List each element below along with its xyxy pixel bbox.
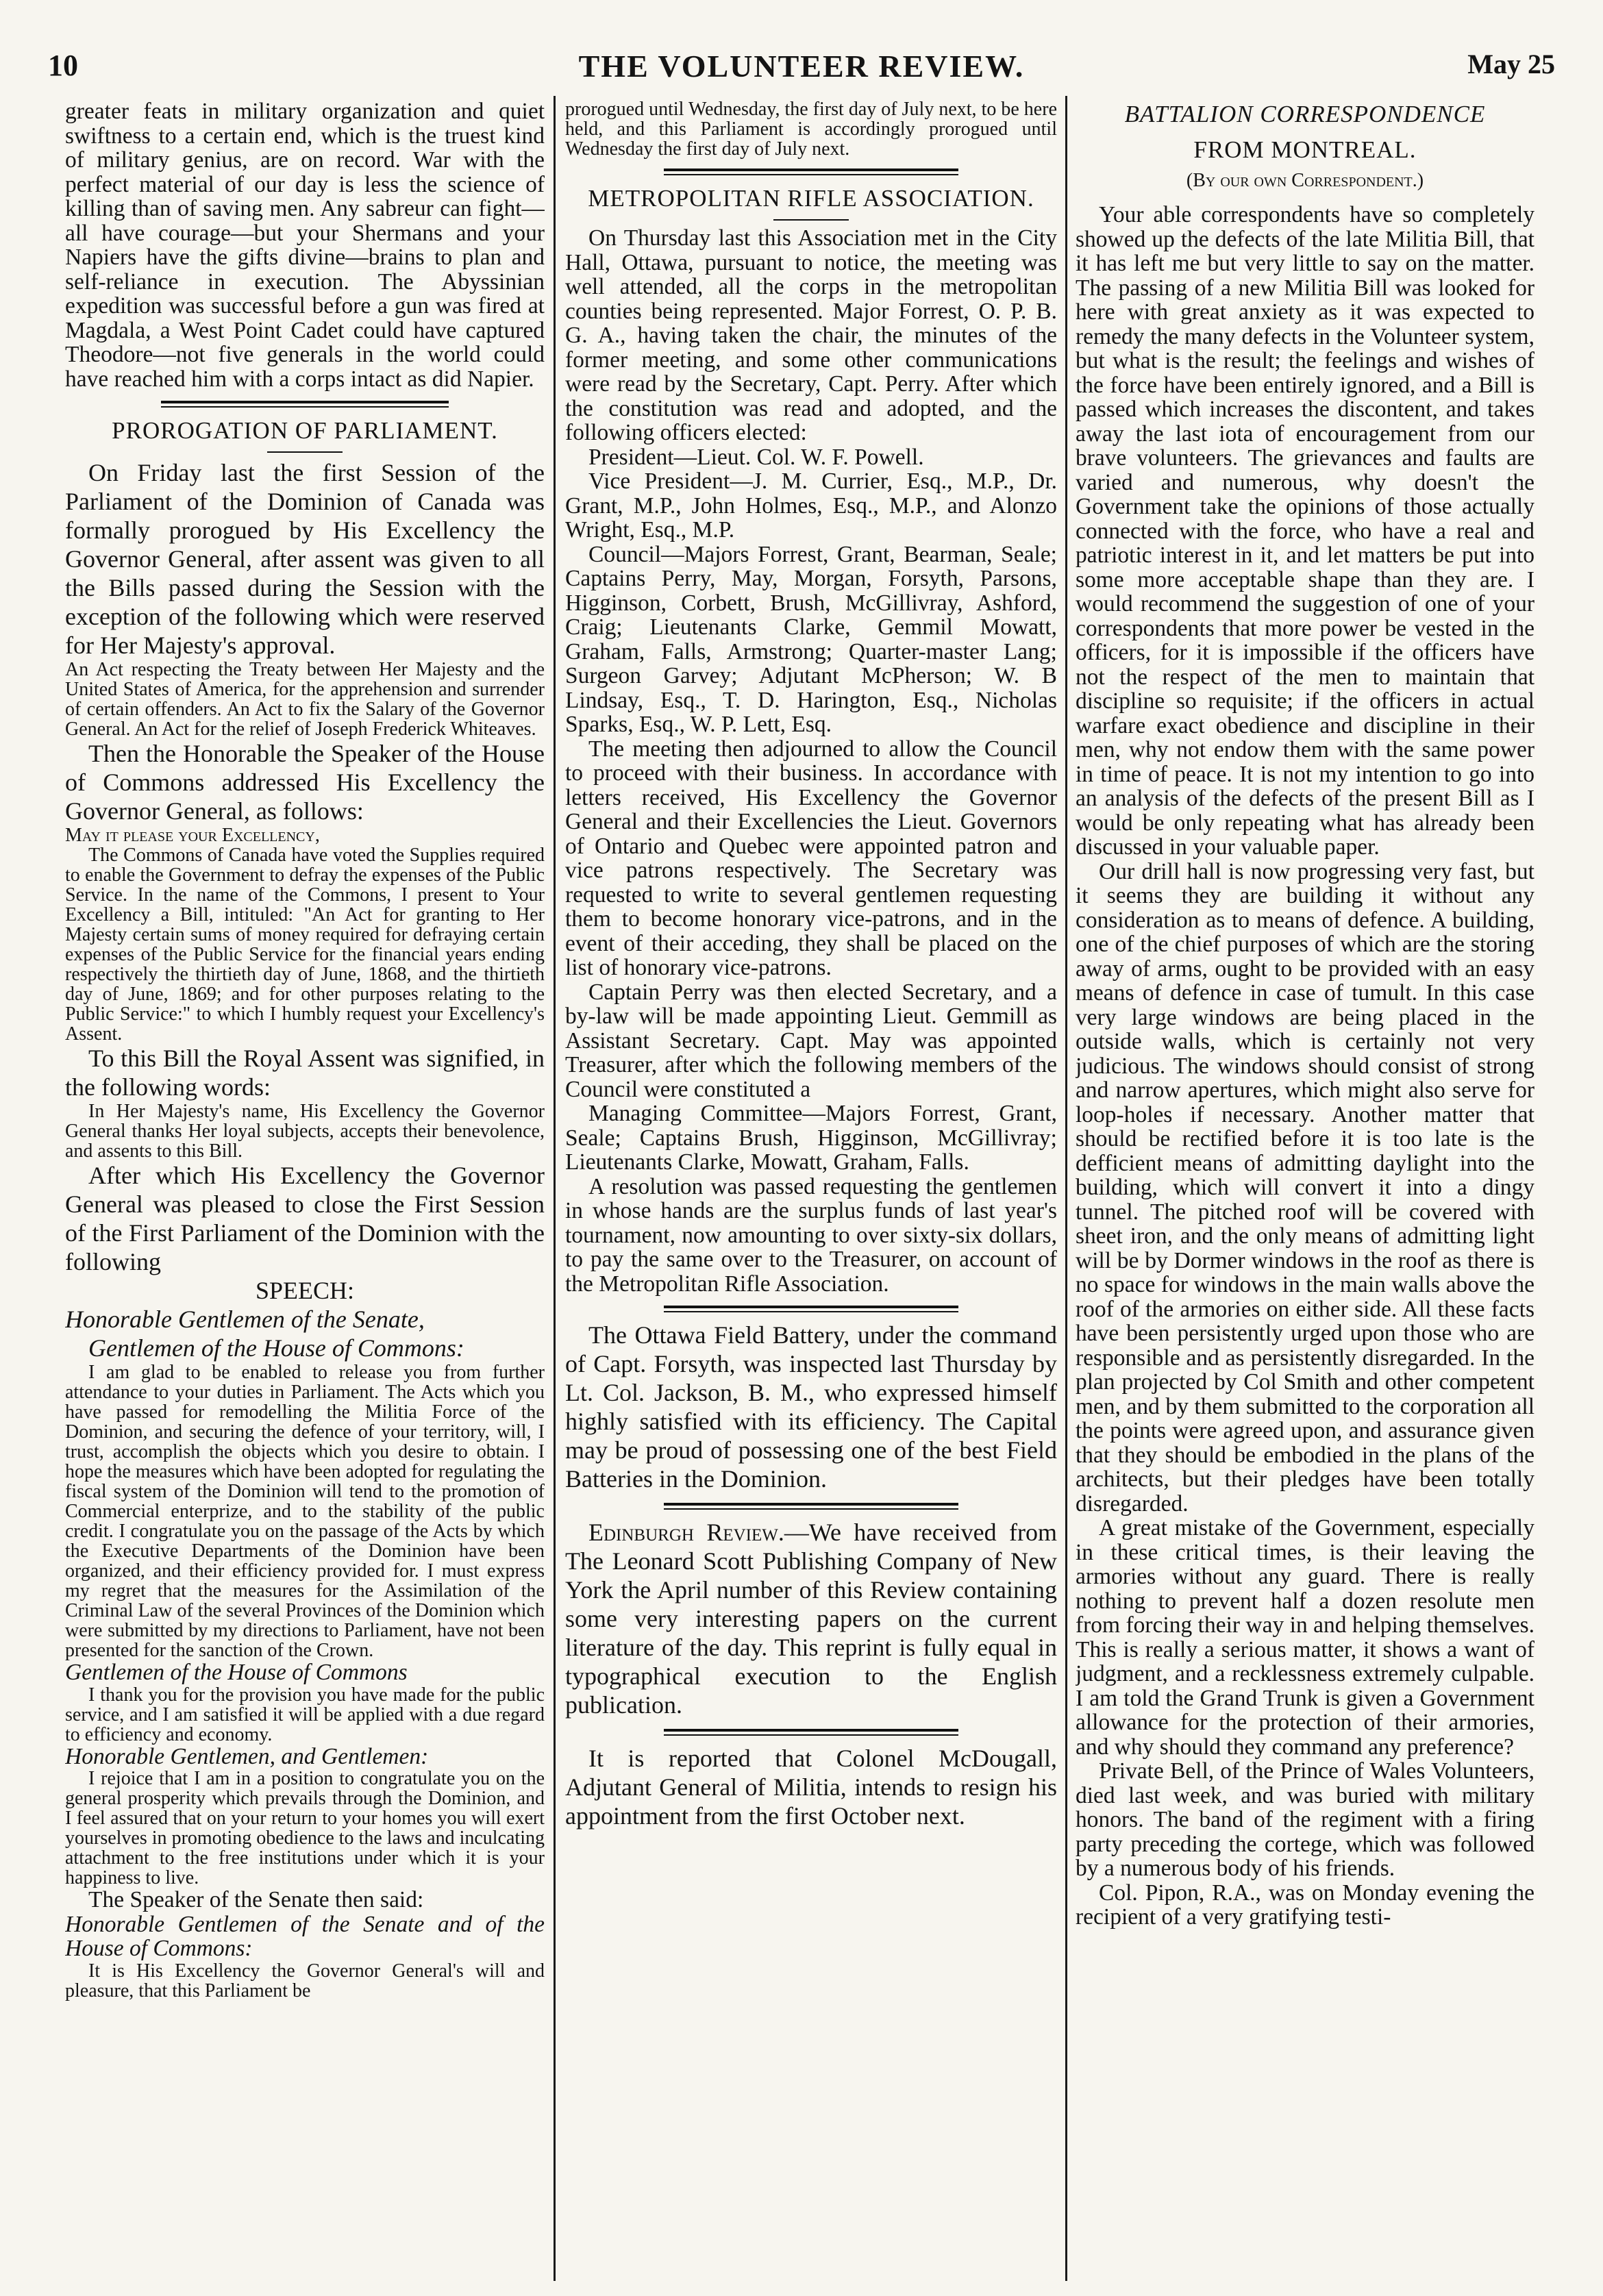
commons-address: The Commons of Canada have voted the Supplies required to enable the Government to defray the expenses of the Public Service. In the name of the Commons, I present to Your Excellency a Bill, intituled: "An Act for granting to Her Majesty certain sums of money required for defraying certain expenses of the Public Service for the financial years ending respectively the thirtieth day of June, 1868, and the thirtieth day of June, 1869; and for other purposes relating to the Public Service:" to which I humbly request your Excellency's Assent. — [65, 845, 545, 1045]
after-paragraph: After which His Excellency the Governor General was pleased to close the First Session of the First Parliament of the Dominion with the following — [65, 1162, 545, 1275]
heading-rifle-association: METROPOLITAN RIFLE ASSOCIATION. — [588, 185, 1034, 212]
reserved-acts: An Act respecting the Treaty between Her Majesty and the United States of America, for the apprehension and surrender of certain offenders. An Act to fix the Salary of the Governor General. An Act for the relief of Joseph Frederick Whiteaves. — [65, 659, 545, 740]
rifle-paragraph-3: Captain Perry was then elected Secretary, and a by-law will be made appointing Lieut. Gemmill as Assistant Secretary. Capt. May was appointed Treasurer, after which the following members of the Council were constituted a — [565, 979, 1057, 1102]
royal-assent-words: In Her Majesty's name, His Excellency the Governor General thanks Her loyal subjects, accepts their benevolence, and assents to this Bill. — [65, 1101, 545, 1162]
prorogation-continued: prorogued until Wednesday, the first day of July next, to be here held, and this Parliament is accordingly prorogued until Wednesday the first day of July next. — [565, 99, 1057, 160]
senate-speaker-said: The Speaker of the Senate then said: — [88, 1887, 424, 1912]
salutation-commons: Gentlemen of the House of Commons: — [88, 1334, 464, 1362]
column-rule-2 — [1065, 96, 1067, 2281]
salutation-senate: Honorable Gentlemen of the Senate, — [65, 1306, 425, 1333]
rifle-managing-committee: Managing Committee—Majors Forrest, Grant, Seale; Captains Brush, Higginson, McGillivray; Lieutenants Clarke, Mowatt, Graham, Falls. — [565, 1101, 1057, 1175]
column-2 — [565, 99, 1057, 2274]
column-1 — [65, 99, 545, 2274]
montreal-paragraph-5: Col. Pipon, R.A., was on Monday evening the recipient of a very gratifying testi- — [1076, 1880, 1534, 1930]
section-rule — [161, 401, 449, 408]
heading-prorogation: PROROGATION OF PARLIAMENT. — [112, 417, 498, 444]
rifle-paragraph-2: The meeting then adjourned to allow the Council to proceed with their business. In accordance with letters received, His Excellency the Governor General and their Excellencies the Lieut. Governors of Ontario and Quebec were appointed patron and vice patrons respectively. The Secretary was requested to write to several gentlemen requesting them to become honorary vice-patrons, and in the event of their acceding, they shall be placed on the list of honorary vice-patrons. — [565, 736, 1057, 980]
section-rule — [664, 1306, 959, 1312]
column-rule-1 — [554, 96, 556, 2281]
page-number: 10 — [48, 49, 78, 82]
speech-part-2: I thank you for the provision you have made for the public service, and I am satisfied it will be applied with a due regard to efficiency and economy. — [65, 1684, 545, 1745]
heading-battalion-correspondence: BATTALION CORRESPONDENCE — [1124, 101, 1486, 127]
montreal-paragraph-3: A great mistake of the Government, especially in these critical times, is their leaving the armories without any guard. There is really nothing to prevent half a dozen resolute men from forcing their way in and helping themselves. This is really a serious matter, it shows a want of judgment, and a recklessness extremely culpable. I am told the Grand Trunk is given a Government allowance for the protection of their armories, and why should they command any preference? — [1076, 1515, 1534, 1760]
speaker-paragraph: Then the Honorable the Speaker of the House of Commons addressed His Excellency the Governor General, as follows: — [65, 740, 545, 825]
issue-date: May 25 — [1467, 49, 1555, 79]
mcdougall-paragraph: It is reported that Colonel McDougall, Adjutant General of Militia, intends to resign his appointment from the first October next. — [565, 1745, 1057, 1830]
speech-part-1: I am glad to be enabled to release you from further attendance to your duties in Parliament. The Acts which you have passed for remodelling the Militia Force of the Dominion, and securing the defence of your territory, will, I trust, accomplish the objects which you desire to obtain. I hope the measures which have been adopted for regulating the fiscal system of the Dominion will tend to the promotion of Commercial enterprize, and to the stability of the public credit. I congratulate you on the passage of the Acts by which the Executive Departments of the Dominion have been organized, and their efficiency provided for. I must express my regret that the measures for the Assimilation of the Criminal Law of the several Provinces of the Dominion which were submitted by my directions to Parliament, have not been presented for the sanction of the Crown. — [65, 1362, 545, 1661]
section-rule — [664, 1729, 959, 1736]
short-rule — [267, 451, 343, 453]
speech-heading: SPEECH: — [255, 1277, 355, 1304]
montreal-paragraph-2: Our drill hall is now progressing very fast, but it seems they are building it without any consideration as to means of defence. A building, one of the chief purposes of which are the storing away of arms, ought to be provided with an easy means of defence in case of tumult. In this case very large windows are being placed in the outside walls, which is certainly not very judicious. The windows should consist of strong and narrow apertures, which might also serve for loop-holes if necessary. Another matter that should be rectified before it is too late is the defficient means of admitting daylight into the building, which will convert it into a dingy tunnel. The pitched roof will be covered with sheet iron, and the only means of admitting light will be by Dormer windows in the roof as there is no space for windows in the main walls above the roof of the armories on either side. All these facts have been persistently urged upon those who are responsible and as persistently disregarded. In the plan projected by Col Smith and other competent men, and by them submitted to the corporation all the points were agreed upon, and assurance given that they should be embodied in the plans of the architects, but their pledges have been totally disregarded. — [1076, 858, 1534, 1517]
rifle-paragraph-4: A resolution was passed requesting the gentlemen in whose hands are the surplus funds of last year's tournament, now amounting to over sixty-six dollars, to pay the same over to the Treasurer, on account of the Metropolitan Rifle Association. — [565, 1173, 1057, 1297]
article-continuation: greater feats in military organization and quiet swiftness to a certain end, which is the truest kind of military genius, are on record. War with the perfect material of our day is less the science of killing than of saving men. Any sabreur can fight—all have courage—but your Shermans and your Napiers have the gifts divine—brains to plan and self-reliance in execution. The Abyssinian expedition was successful before a gun was fired at Magdala, a West Point Cadet could have captured Theodore—not five generals in the world could have reached him with a corps intact as did Napier. — [65, 99, 545, 392]
column-3 — [1076, 99, 1534, 2274]
rifle-vice-president: Vice President—J. M. Currier, Esq., M.P., Dr. Grant, M.P., John Holmes, Esq., M.P., and Alonzo Wright, Esq., M.P. — [565, 469, 1057, 542]
prorogation-final: It is His Excellency the Governor General's will and pleasure, that this Parliament be — [65, 1960, 545, 2001]
heading-from-montreal: FROM MONTREAL. — [1193, 136, 1417, 163]
page-header — [48, 48, 1555, 96]
may-it-please: May it please your Excellency, — [65, 825, 320, 846]
short-rule — [773, 219, 849, 221]
rifle-president: President—Lieut. Col. W. F. Powell. — [588, 444, 924, 470]
section-rule — [664, 169, 959, 175]
montreal-paragraph-4: Private Bell, of the Prince of Wales Volunteers, died last week, and was buried with military honors. The band of the regiment with a firing party preceding the cortege, which was followed by a numerous body of his friends. — [1076, 1758, 1534, 1881]
edinburgh-review-label: Edinburgh Review. — [588, 1519, 784, 1546]
masthead-title: THE VOLUNTEER REVIEW. — [578, 49, 1025, 84]
salutation-commons-2: Gentlemen of the House of Commons — [65, 1660, 408, 1685]
prorogation-paragraph: On Friday last the first Session of the Parliament of the Dominion of Canada was formally prorogued by His Excellency the Governor General, after assent was given to all the Bills passed during the Session with the exception of the following which were reserved for Her Majesty's approval. — [65, 459, 545, 659]
rifle-council: Council—Majors Forrest, Grant, Bearman, Seale; Captains Perry, May, Morgan, Forsyth, Parsons, Higginson, Corbett, Brush, McGillivray, Ashford, Craig; Lieutenants Clarke, Gemmil Mowatt, Graham, Falls, Armstrong; Quarter-master Lang; Surgeon Garvey; Adjutant McPherson; W. B Lindsay, Esq., T. D. Harington, Esq., Nicholas Sparks, Esq., W. P. Lett, Esq. — [565, 541, 1057, 737]
montreal-paragraph-1: Your able correspondents have so completely showed up the defects of the late Militia Bill, that it has left me but very little to say on the matter. The passing of a new Militia Bill was looked for here with great anxiety as it was expected to remedy the many defects in the Volunteer system, but what is the result; the feelings and wishes of the force have been entirely ignored, and a Bill is passed which increases the discontent, and takes away the last iota of encouragement from our brave volunteers. The grievances and faults are varied and numerous, why doesn't the Government take the opinions of those actually connected with the force, who have a real and patriotic interest in it, and let matters be put into some more acceptable shape than they are. I would recommend the suggestion of one of your correspondents that more power be vested in the officers, for it is impossible if the officers have not the respect of the men to maintain that discipline so requisite; if the officers in actual warfare exact obedience and discipline in their men, why not endow them with the same power in time of peace. It is not my intention to go into an analysis of the defects of the present Bill as I would be only repeating what has already been discussed in your valuable paper. — [1076, 202, 1534, 860]
salutation-both-houses: Honorable Gentlemen of the Senate and of the House of Commons: — [65, 1911, 545, 1961]
speech-part-3: I rejoice that I am in a position to congratulate you on the general prosperity which prevails through the Dominion, and I feel assured that on your return to your homes you will exert yourselves in promoting obedience to the laws and inculcating attachment to the free institutions under which it is your happiness to live. — [65, 1768, 545, 1888]
royal-assent-paragraph: To this Bill the Royal Assent was signified, in the following words: — [65, 1045, 545, 1101]
rifle-paragraph-1: On Thursday last this Association met in the City Hall, Ottawa, pursuant to notice, the meeting was well attended, all the corps in the metropolitan counties being represented. Major Forrest, O. P. B. G. A., having taken the chair, the minutes of the former meeting, and some other communications were read by the Secretary, Capt. Perry. After which the constitution was read and adopted, and the following officers elected: — [565, 225, 1057, 445]
field-battery-paragraph: The Ottawa Field Battery, under the command of Capt. Forsyth, was inspected last Thursday by Lt. Col. Jackson, B. M., who expressed himself highly satisfied with its efficiency. The Capital may be proud of possessing one of the best Field Batteries in the Dominion. — [565, 1321, 1057, 1493]
edinburgh-review-paragraph — [565, 1518, 1057, 1719]
byline: (By our own Correspondent.) — [1186, 170, 1424, 191]
edinburgh-review-text: —We have received from The Leonard Scott Publishing Company of New York the April number of this Review containing some very interesting papers on the current literature of the day. This reprint is fully equal in typographical execution to the English publication. — [565, 1519, 1057, 1719]
section-rule — [664, 1503, 959, 1510]
salutation-gentlemen: Honorable Gentlemen, and Gentlemen: — [65, 1743, 429, 1769]
